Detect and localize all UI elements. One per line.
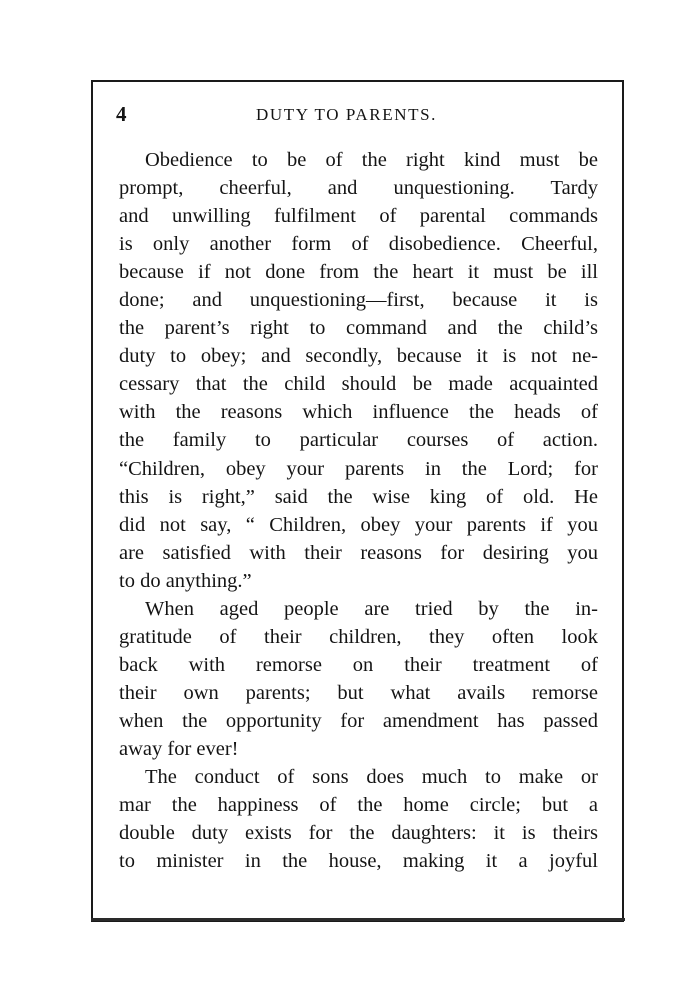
page-border-bottom-rule bbox=[91, 918, 625, 921]
running-title: DUTY TO PARENTS. bbox=[256, 105, 437, 124]
text-line: back with remorse on their treatment of bbox=[119, 653, 598, 676]
text-line: done; and unquestioning—first, because it is bbox=[119, 289, 598, 312]
text-line: the family to particular courses of action. bbox=[119, 429, 598, 452]
text-line: cessary that the child should be made acquainted bbox=[119, 373, 598, 396]
body-text bbox=[119, 146, 598, 875]
text-line: did not say, “ Children, obey your parents if you bbox=[119, 513, 598, 536]
text-line: to do anything.” bbox=[119, 569, 252, 592]
text-line: “Children, obey your parents in the Lord; for bbox=[119, 457, 598, 480]
text-line: is only another form of disobedience. Cheerful, bbox=[119, 233, 598, 256]
text-line: Obedience to be of the right kind must be bbox=[145, 149, 598, 171]
text-line: with the reasons which influence the heads of bbox=[119, 401, 598, 424]
text-line: and unwilling fulfilment of parental commands bbox=[119, 205, 598, 228]
text-line: duty to obey; and secondly, because it is not ne- bbox=[119, 345, 598, 368]
text-line: When aged people are tried by the in- bbox=[145, 597, 598, 620]
text-line: the parent’s right to command and the child’s bbox=[119, 317, 598, 340]
text-line: The conduct of sons does much to make or bbox=[145, 766, 598, 789]
text-line: are satisfied with their reasons for desiring you bbox=[119, 541, 598, 564]
page-number: 4 bbox=[116, 102, 127, 126]
text-line: mar the happiness of the home circle; but a bbox=[119, 794, 598, 817]
text-line: when the opportunity for amendment has passed bbox=[119, 709, 598, 732]
text-line: gratitude of their children, they often look bbox=[119, 625, 598, 648]
text-line: away for ever! bbox=[119, 737, 239, 760]
text-line: their own parents; but what avails remorse bbox=[119, 681, 598, 704]
text-line: this is right,” said the wise king of old. He bbox=[119, 485, 598, 508]
text-line: to minister in the house, making it a joyful bbox=[119, 850, 598, 873]
text-line: prompt, cheerful, and unquestioning. Tardy bbox=[119, 177, 598, 200]
running-head bbox=[116, 100, 596, 128]
text-line: double duty exists for the daughters: it is theirs bbox=[119, 822, 598, 845]
text-line: because if not done from the heart it must be ill bbox=[119, 261, 598, 284]
